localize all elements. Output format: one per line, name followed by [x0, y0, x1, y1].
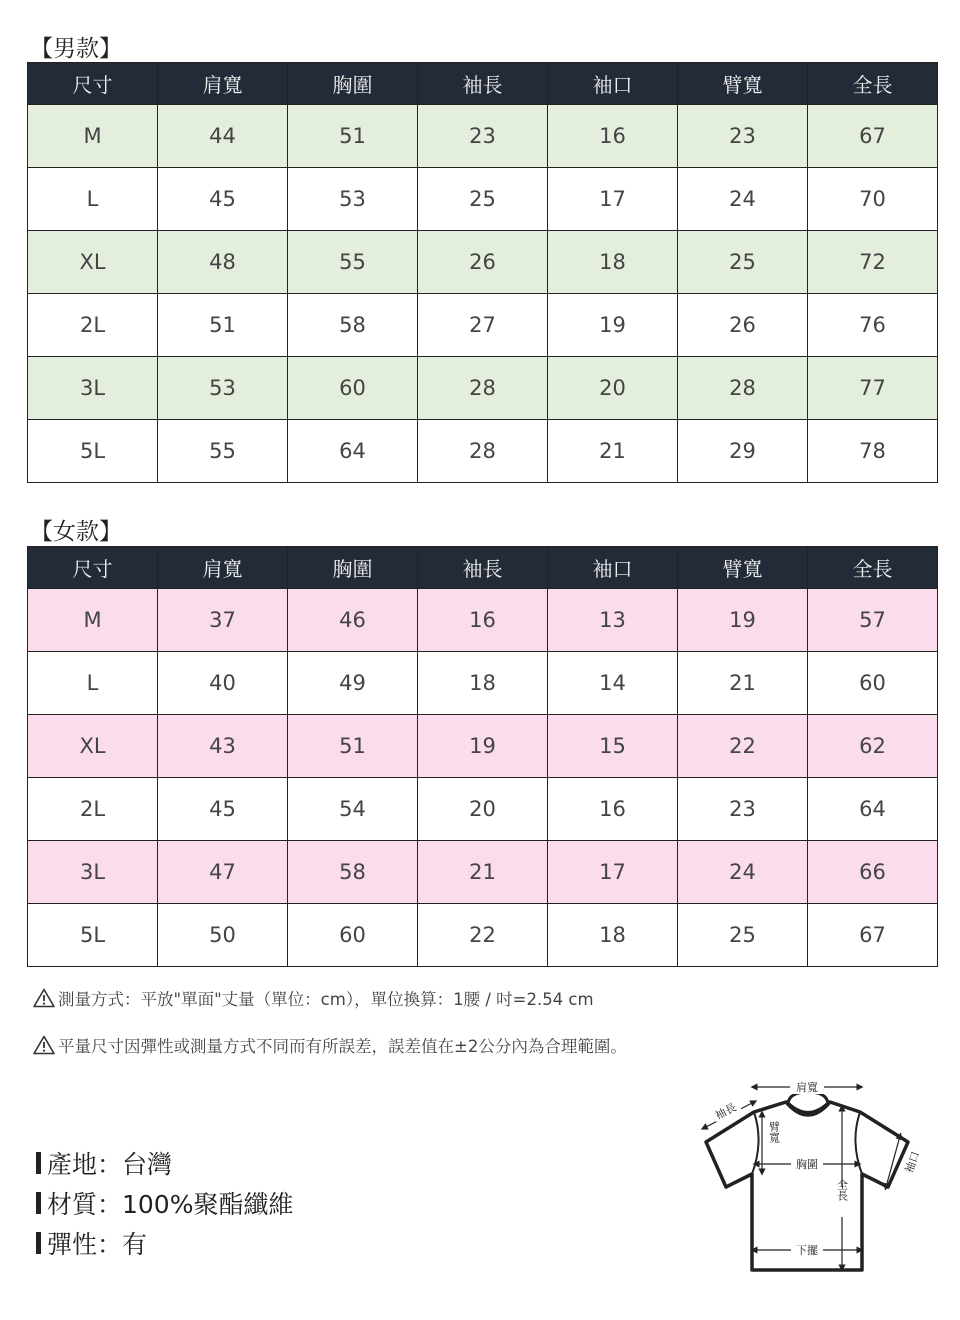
table-row [28, 589, 938, 652]
table-cell: 2L [28, 778, 158, 841]
table-cell: 16 [418, 589, 548, 652]
table-cell: 55 [158, 420, 288, 483]
table-cell: L [28, 168, 158, 231]
header-sleeve-length: 袖長 [418, 547, 548, 589]
spec-material-text: 材質：100%聚酯纖維 [47, 1190, 294, 1219]
header-size: 尺寸 [28, 547, 158, 589]
table-cell: M [28, 589, 158, 652]
table-cell: 64 [808, 778, 938, 841]
table-cell: 2L [28, 294, 158, 357]
sleeve-length-label: 袖長 [713, 1100, 739, 1123]
table-cell: 26 [418, 231, 548, 294]
header-cuff: 袖口 [548, 63, 678, 105]
table-cell: 19 [418, 715, 548, 778]
table-cell: 29 [678, 420, 808, 483]
table-cell: 72 [808, 231, 938, 294]
table-cell: 62 [808, 715, 938, 778]
tshirt-collar [788, 1092, 828, 1113]
header-arm-width: 臂寬 [678, 63, 808, 105]
table-row [28, 168, 938, 231]
table-cell: 3L [28, 841, 158, 904]
spec-origin [36, 1145, 172, 1181]
spec-origin-text: 產地：台灣 [47, 1150, 173, 1179]
table-cell: 46 [288, 589, 418, 652]
table-cell: 40 [158, 652, 288, 715]
warning-icon [33, 1035, 55, 1055]
table-cell: 14 [548, 652, 678, 715]
table-cell: 25 [418, 168, 548, 231]
chest-label: 胸圍 [796, 1158, 818, 1171]
warning-icon [33, 988, 55, 1008]
table-cell: 76 [808, 294, 938, 357]
header-arm-width: 臂寬 [678, 547, 808, 589]
table-row [28, 715, 938, 778]
table-cell: 55 [288, 231, 418, 294]
header-sleeve-length: 袖長 [418, 63, 548, 105]
table-row [28, 105, 938, 168]
table-cell: 23 [678, 778, 808, 841]
table-cell: 67 [808, 904, 938, 967]
header-shoulder: 肩寬 [158, 547, 288, 589]
table-row [28, 357, 938, 420]
table-row [28, 652, 938, 715]
table-cell: 43 [158, 715, 288, 778]
table-cell: 45 [158, 168, 288, 231]
bullet-bar [36, 1192, 41, 1214]
arm-width-label: 臂寬 [767, 1121, 781, 1143]
table-cell: 51 [288, 715, 418, 778]
table-cell: 22 [678, 715, 808, 778]
table-cell: 78 [808, 420, 938, 483]
hem-label: 下擺 [796, 1244, 818, 1257]
measurement-note [33, 986, 594, 1010]
table-cell: 53 [158, 357, 288, 420]
women-size-table [27, 546, 938, 967]
table-row [28, 778, 938, 841]
tshirt-measurement-diagram [690, 1072, 940, 1282]
table-cell: 25 [678, 231, 808, 294]
table-cell: 51 [288, 105, 418, 168]
header-length: 全長 [808, 547, 938, 589]
table-cell: 18 [548, 904, 678, 967]
table-cell: 23 [678, 105, 808, 168]
table-cell: 45 [158, 778, 288, 841]
table-cell: 57 [808, 589, 938, 652]
bullet-bar [36, 1232, 41, 1254]
table-cell: 3L [28, 357, 158, 420]
women-section-title: 【女款】 [30, 519, 122, 545]
table-cell: 50 [158, 904, 288, 967]
table-cell: M [28, 105, 158, 168]
table-cell: 19 [548, 294, 678, 357]
header-shoulder: 肩寬 [158, 63, 288, 105]
table-header-row [28, 547, 938, 589]
tolerance-note [33, 1033, 627, 1057]
table-cell: 22 [418, 904, 548, 967]
table-cell: 24 [678, 841, 808, 904]
header-cuff: 袖口 [548, 547, 678, 589]
header-chest: 胸圍 [288, 63, 418, 105]
table-cell: XL [28, 231, 158, 294]
table-cell: 64 [288, 420, 418, 483]
table-cell: 17 [548, 841, 678, 904]
tolerance-note-text: 平量尺寸因彈性或測量方式不同而有所誤差，誤差值在±2公分內為合理範圍。 [58, 1037, 627, 1056]
table-cell: 48 [158, 231, 288, 294]
table-cell: 67 [808, 105, 938, 168]
table-cell: 20 [548, 357, 678, 420]
table-cell: 27 [418, 294, 548, 357]
table-cell: 60 [288, 357, 418, 420]
spec-material [36, 1185, 293, 1221]
table-cell: 17 [548, 168, 678, 231]
length-label: 全長 [835, 1179, 849, 1201]
table-cell: 47 [158, 841, 288, 904]
table-cell: 23 [418, 105, 548, 168]
table-cell: 24 [678, 168, 808, 231]
table-cell: 60 [288, 904, 418, 967]
table-cell: 21 [418, 841, 548, 904]
table-cell: 54 [288, 778, 418, 841]
table-cell: 5L [28, 904, 158, 967]
cuff-label: 袖口 [902, 1149, 923, 1175]
table-header-row [28, 63, 938, 105]
bullet-bar [36, 1152, 41, 1174]
table-cell: 60 [808, 652, 938, 715]
table-cell: 66 [808, 841, 938, 904]
table-cell: 70 [808, 168, 938, 231]
table-cell: 28 [418, 420, 548, 483]
table-cell: 16 [548, 778, 678, 841]
table-cell: XL [28, 715, 158, 778]
table-cell: 26 [678, 294, 808, 357]
table-cell: L [28, 652, 158, 715]
table-row [28, 294, 938, 357]
table-cell: 19 [678, 589, 808, 652]
table-row [28, 904, 938, 967]
table-cell: 53 [288, 168, 418, 231]
table-cell: 18 [548, 231, 678, 294]
table-cell: 77 [808, 357, 938, 420]
table-cell: 51 [158, 294, 288, 357]
header-length: 全長 [808, 63, 938, 105]
spec-elasticity [36, 1225, 147, 1261]
men-size-table [27, 62, 938, 483]
table-cell: 21 [548, 420, 678, 483]
table-cell: 15 [548, 715, 678, 778]
header-chest: 胸圍 [288, 547, 418, 589]
table-cell: 37 [158, 589, 288, 652]
table-cell: 13 [548, 589, 678, 652]
men-section-title: 【男款】 [30, 36, 122, 62]
table-cell: 18 [418, 652, 548, 715]
table-cell: 28 [418, 357, 548, 420]
measurement-note-text: 測量方式：平放"單面"丈量（單位：cm），單位換算：1腰 / 吋=2.54 cm [58, 990, 594, 1009]
table-cell: 5L [28, 420, 158, 483]
table-cell: 58 [288, 841, 418, 904]
table-row [28, 231, 938, 294]
spec-elasticity-text: 彈性：有 [47, 1230, 148, 1259]
table-cell: 28 [678, 357, 808, 420]
table-cell: 25 [678, 904, 808, 967]
table-cell: 16 [548, 105, 678, 168]
table-cell: 58 [288, 294, 418, 357]
table-cell: 44 [158, 105, 288, 168]
table-cell: 49 [288, 652, 418, 715]
table-cell: 21 [678, 652, 808, 715]
table-cell: 20 [418, 778, 548, 841]
table-row [28, 420, 938, 483]
shoulder-label: 肩寬 [796, 1081, 818, 1094]
header-size: 尺寸 [28, 63, 158, 105]
table-row [28, 841, 938, 904]
